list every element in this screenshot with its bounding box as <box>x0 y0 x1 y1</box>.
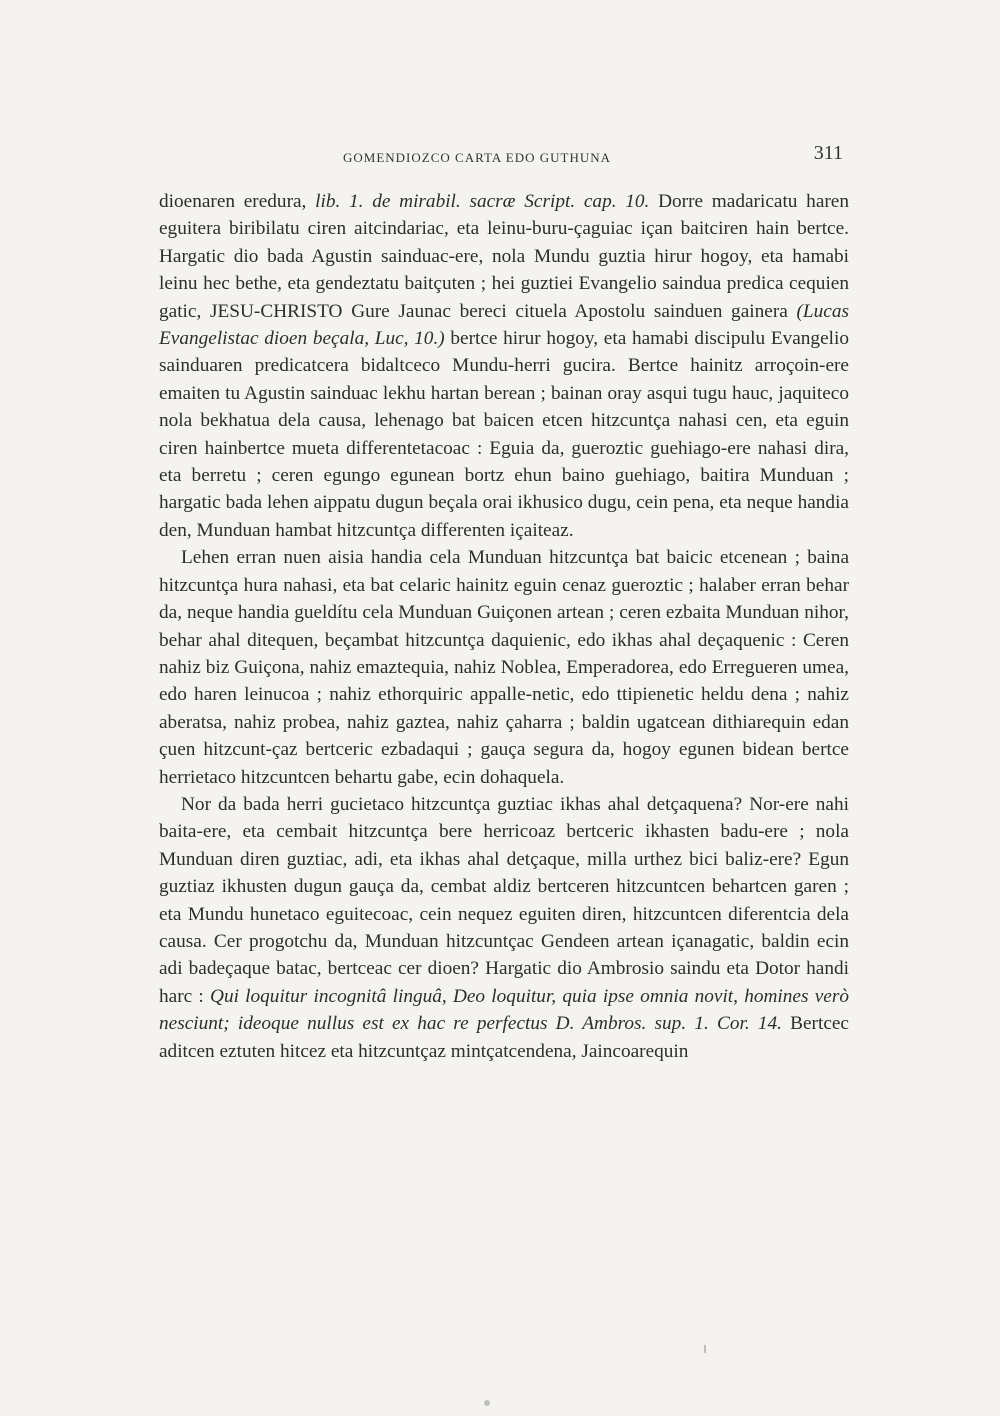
running-head <box>159 138 849 174</box>
book-page <box>159 138 849 1065</box>
text-run: dioenaren eredura, <box>159 191 316 212</box>
text-run: Bertcec aditcen eztuten hitcez eta hitzcuntçaz mintçatcendena, Jaincoarequin <box>159 1013 849 1062</box>
paragraph <box>159 544 849 791</box>
text-run: Nor da bada herri gucietaco hitzcuntça guztiac ikhas ahal detçaquena? Nor-ere nahi baita-ere, eta cembait hitzcuntça bere herricoaz bertceric ikhasten badu-ere ; nola Munduan diren guztiac, adi, eta ikhas ahal detçaque, milla urthez bici baliz-ere? Egun guztiaz ikhusten dugun gauça da, cembat aldiz bertceren hitzcuntcen behartcen garen ; eta Mundu hunetaco eguitecoac, cein nequez eguiten diren, hitzcuntcen diferentcia dela causa. Cer progotchu da, Munduan hitzcuntçac Gendeen artean içanagatic, baldin ecin adi badeçaque batac, bertceac cer dioen? Hargatic dio Ambrosio saindu eta Dotor handi harc : <box>159 793 849 1007</box>
text-run: bertce hirur hogoy, eta hamabi discipulu Evangelio sainduaren predicatcera bidaltceco Mundu-herri gucira. Bertce hainitz arroçoin-ere emaiten tu Agustin sainduac lekhu hartan berean ; bainan oray asqui tugu hauc, jaquiteco nola bekhatua dela causa, lehenago bat baicen etcen hitzcuntça nahasi cen, eta eguin ciren hainbertce mueta differentetacoac : Eguia da, gueroztic guehiago-ere nahasi dira, eta berretu ; ceren egungo egunean bortz ehun baino guehiago, baitira Munduan ; hargatic bada lehen aippatu dugun beçala orai ikhusico dugu, cein pena, eta neque handia den, Munduan hambat hitzcuntça differenten içaiteaz. <box>159 328 849 541</box>
paragraph <box>159 791 849 1065</box>
page-number: 311 <box>813 142 843 164</box>
running-title: GOMENDIOZCO CARTA EDO GUTHUNA <box>343 150 612 165</box>
ink-spot <box>484 1400 490 1406</box>
paragraph <box>159 188 849 544</box>
body-text <box>159 188 849 1065</box>
italic-citation: lib. 1. de mirabil. sacræ Script. cap. 10. <box>315 191 650 212</box>
italic-citation: Qui loquitur incognitâ linguâ, Deo loquitur, quia ipse omnia novit, homines verò nesciunt; ideoque nullus est ex hac re perfectus D. Ambros. sup. 1. Cor. 14. <box>159 985 849 1035</box>
italic-citation: (Lucas Evangelistac dioen beçala, Luc, 10.) <box>159 300 849 350</box>
ink-mark <box>704 1345 706 1353</box>
text-run: Dorre madaricatu haren eguitera biribilatu ciren aitcindariac, eta leinu-buru-çaguiac içan baitciren hain bertce. Hargatic dio bada Agustin sainduac-ere, nola Mundu guztia hirur hogoy, eta hamabi leinu hec bethe, eta gendeztatu baitçuten ; hei guztiei Evangelio sainduа predica cequien gatic, JESU-CHRISTO Gure Jaunac bereci cituela Apostolu sainduen gainera <box>159 191 849 322</box>
text-run: Lehen erran nuen aisia handia cela Munduan hitzcuntça bat baicic etcenean ; baina hitzcuntça hura nahasi, eta bat celaric hainitz eguin cenaz gueroztic ; halaber erran behar da, neque handia gueldítu cela Munduan Guiçonen artean ; ceren ezbaita Munduan nihor, behar ahal ditequen, beçambat hitzcuntça daquienic, edo ikhas ahal deçaquenic : Ceren nahiz biz Guiçona, nahiz emaztequia, nahiz Noblea, Emperadorea, edo Erregueren umea, edo haren leinucoa ; nahiz ethorquiric appalle-netic, edo ttipienetic heldu dena ; nahiz aberatsa, nahiz probea, nahiz gaztea, nahiz çaharra ; baldin ugatcean dithiarequin edan çuen hitzcunt-çaz bertceric ezbadaqui ; gauça segura da, hogoy egunen bidean bertce herrietaco hitzcuntcen behartu gabe, ecin dohaquela. <box>159 547 849 788</box>
